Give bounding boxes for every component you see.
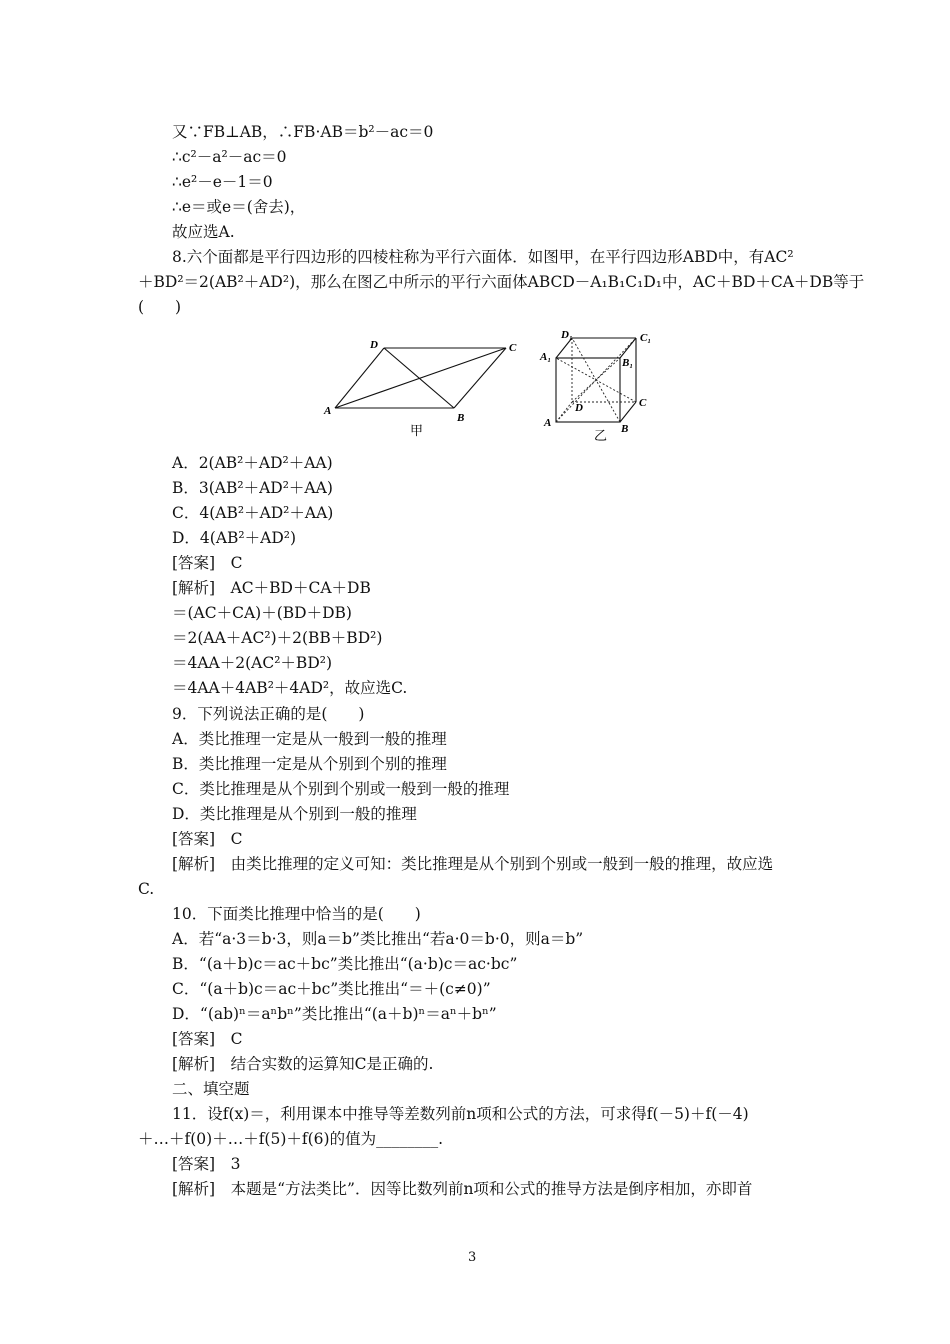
option-d: D．4(AB²＋AD²) bbox=[172, 529, 297, 547]
analysis-line: [解析] AC＋BD＋CA＋DB bbox=[172, 579, 371, 597]
label-b: B bbox=[621, 423, 629, 435]
parallelogram-figure bbox=[318, 332, 528, 444]
label-b: B bbox=[457, 412, 465, 424]
answer-line: [答案] 3 bbox=[172, 1155, 241, 1173]
option-d: D．类比推理是从个别到一般的推理 bbox=[172, 805, 417, 823]
parallelepiped-figure bbox=[536, 326, 666, 442]
question-10-text: 10．下面类比推理中恰当的是( ) bbox=[172, 905, 421, 923]
analysis-line: ＝4AA＋2(AC²＋BD²) bbox=[172, 654, 333, 672]
question-8-text: 8.六个面都是平行四边形的四棱柱称为平行六面体．如图甲，在平行四边形ABD中，有AC² bbox=[172, 248, 794, 266]
label-a: A bbox=[324, 405, 332, 417]
analysis-line: C. bbox=[138, 880, 155, 898]
figure-caption-yi: 乙 bbox=[594, 428, 608, 442]
option-a: A．2(AB²＋AD²＋AA) bbox=[172, 454, 333, 472]
analysis-line: ＝(AC＋CA)＋(BD＋DB) bbox=[172, 604, 352, 622]
label-a1: A₁ bbox=[540, 351, 552, 363]
analysis-line: [解析] 由类比推理的定义可知：类比推理是从个别到个别或一般到一般的推理，故应选 bbox=[172, 855, 774, 873]
solution-line: ∴c²－a²－ac＝0 bbox=[172, 148, 287, 166]
question-11-text: ＋…＋f(0)＋…＋f(5)＋f(6)的值为________. bbox=[138, 1130, 444, 1148]
solution-line: 又∵FB⊥AB，∴FB·AB＝b²－ac＝0 bbox=[172, 123, 434, 141]
analysis-line: [解析] 结合实数的运算知C是正确的. bbox=[172, 1055, 434, 1073]
label-c: C bbox=[509, 342, 517, 354]
option-c: C．4(AB²＋AD²＋AA) bbox=[172, 504, 334, 522]
option-d: D．“(ab)ⁿ＝aⁿbⁿ”类比推出“(a＋b)ⁿ＝aⁿ＋bⁿ” bbox=[172, 1005, 497, 1023]
diagonal-bd bbox=[384, 348, 454, 408]
analysis-line: ＝2(AA＋AC²)＋2(BB＋BD²) bbox=[172, 629, 383, 647]
figure-caption-jia: 甲 bbox=[410, 423, 424, 438]
edge-b-c bbox=[620, 402, 636, 422]
option-a: A．若“a·3＝b·3，则a＝b”类比推出“若a·0＝b·0，则a＝b” bbox=[172, 930, 584, 948]
option-b: B．3(AB²＋AD²＋AA) bbox=[172, 479, 333, 497]
label-d: D bbox=[370, 339, 378, 351]
label-b1: B₁ bbox=[622, 357, 634, 369]
option-c: C．“(a＋b)c＝ac＋bc”类比推出“＝＋(c≠0)” bbox=[172, 980, 491, 998]
hidden-edge-a-d bbox=[556, 402, 572, 422]
page-number: 3 bbox=[468, 1250, 477, 1265]
label-c1: C₁ bbox=[640, 332, 652, 344]
option-c: C．类比推理是从个别到个别或一般到一般的推理 bbox=[172, 780, 510, 798]
option-a: A．类比推理一定是从一般到一般的推理 bbox=[172, 730, 447, 748]
option-b: B．“(a＋b)c＝ac＋bc”类比推出“(a·b)c＝ac·bc” bbox=[172, 955, 518, 973]
label-a: A bbox=[544, 417, 552, 429]
label-d: D bbox=[575, 402, 583, 414]
question-8-paren: ( ) bbox=[138, 298, 182, 316]
solution-line: ∴e²－e－1＝0 bbox=[172, 173, 273, 191]
question-8-text: ＋BD²＝2(AB²＋AD²)，那么在图乙中所示的平行六面体ABCD－A₁B₁C₁D₁中，AC＋BD＋CA＋DB等于 bbox=[138, 273, 865, 291]
answer-line: [答案] C bbox=[172, 830, 243, 848]
section-heading: 二、填空题 bbox=[172, 1080, 250, 1098]
edge-a1-d1 bbox=[556, 338, 572, 358]
option-b: B．类比推理一定是从个别到个别的推理 bbox=[172, 755, 447, 773]
analysis-line: ＝4AA＋4AB²＋4AD²，故应选C. bbox=[172, 679, 408, 697]
solution-line: 故应选A. bbox=[172, 223, 235, 241]
question-11-text: 11．设f(x)＝，利用课本中推导等差数列前n项和公式的方法，可求得f(－5)＋f(－4) bbox=[172, 1105, 749, 1123]
answer-line: [答案] C bbox=[172, 1030, 243, 1048]
question-9-text: 9．下列说法正确的是( ) bbox=[172, 705, 365, 723]
label-d1: D₁ bbox=[561, 329, 573, 341]
answer-line: [答案] C bbox=[172, 554, 243, 572]
solution-line: ∴e＝或e＝(舍去)， bbox=[172, 198, 306, 216]
analysis-line: [解析] 本题是“方法类比”．因等比数列前n项和公式的推导方法是倒序相加，亦即首 bbox=[172, 1180, 753, 1198]
space-diagonal-db1 bbox=[572, 358, 620, 402]
label-c: C bbox=[639, 397, 647, 409]
